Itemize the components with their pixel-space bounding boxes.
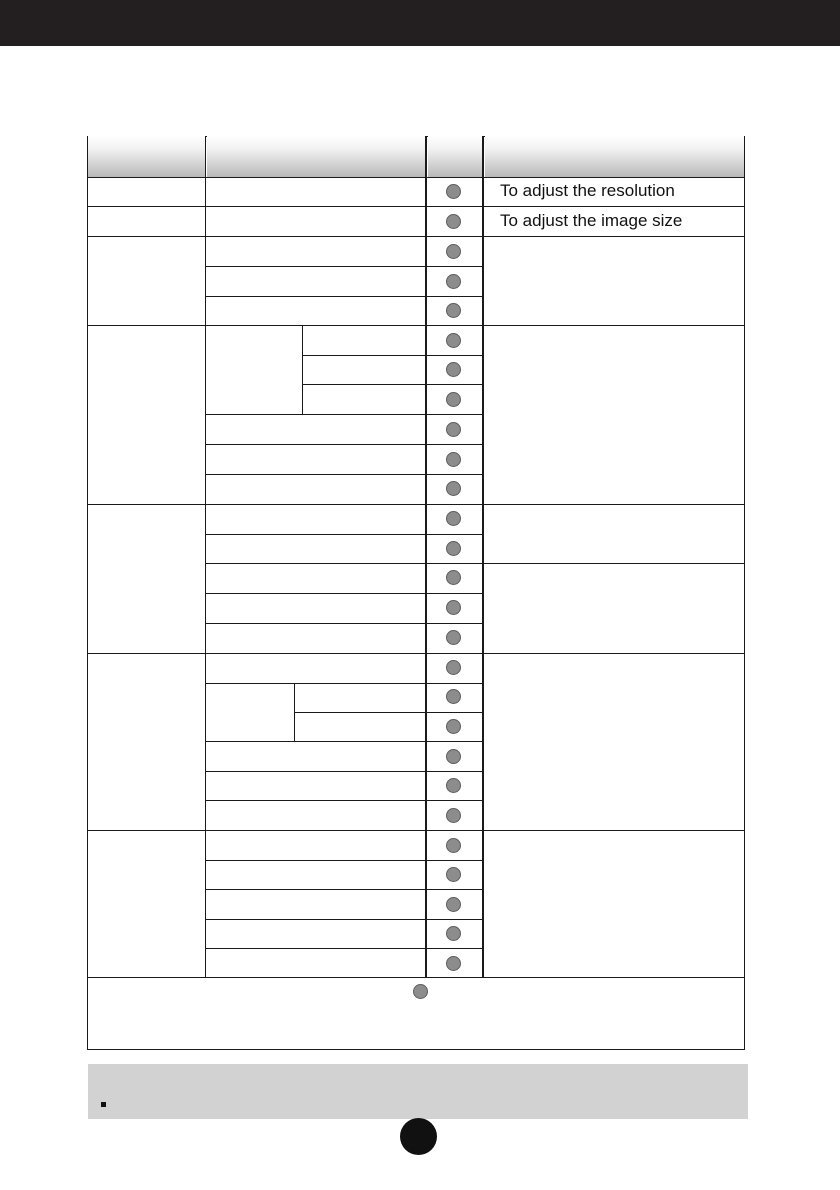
availability-dot: [446, 926, 461, 941]
header-cell-supported-input: [428, 136, 483, 177]
description-resolution: To adjust the resolution: [500, 181, 675, 200]
header-cell-description: [485, 136, 744, 177]
availability-dot: [446, 838, 461, 853]
availability-dot: [446, 570, 461, 585]
availability-dot: [446, 660, 461, 675]
row-divider-full: [88, 206, 745, 207]
header-cell-main-menu: [88, 136, 205, 177]
submenu-row-divider: [205, 623, 483, 624]
footer-divider: [88, 977, 745, 978]
availability-dot: [446, 778, 461, 793]
availability-dot: [446, 541, 461, 556]
availability-dot: [446, 452, 461, 467]
submenu-row-divider: [303, 384, 483, 385]
description-divider: [205, 563, 745, 564]
column-divider-3: [482, 136, 484, 978]
submenu-row-divider: [205, 683, 483, 684]
availability-dot: [446, 749, 461, 764]
nested-submenu-divider: [294, 683, 295, 741]
header-cell-sub-menu: [207, 136, 426, 177]
availability-dot: [446, 422, 461, 437]
submenu-row-divider: [205, 593, 483, 594]
submenu-row-divider: [295, 712, 483, 713]
submenu-row-divider: [205, 889, 483, 890]
submenu-row-divider: [205, 771, 483, 772]
availability-dot: [446, 867, 461, 882]
submenu-row-divider: [205, 534, 483, 535]
column-divider-2: [425, 136, 427, 978]
submenu-row-divider: [205, 948, 483, 949]
availability-dot: [446, 362, 461, 377]
header-divider: [88, 177, 745, 178]
row-divider-full: [88, 236, 745, 237]
availability-dot: [446, 481, 461, 496]
submenu-row-divider: [205, 474, 483, 475]
note-bullet-icon: [101, 1102, 106, 1107]
submenu-row-divider: [205, 414, 483, 415]
column-divider-1: [205, 136, 206, 978]
submenu-row-divider: [205, 266, 483, 267]
availability-dot: [446, 956, 461, 971]
submenu-row-divider: [205, 800, 483, 801]
row-divider-full: [88, 830, 745, 831]
availability-dot: [446, 719, 461, 734]
availability-dot: [446, 392, 461, 407]
availability-dot: [446, 184, 461, 199]
note-box: [88, 1064, 748, 1119]
submenu-row-divider: [205, 741, 483, 742]
page-number-badge: [400, 1118, 437, 1155]
availability-dot: [446, 630, 461, 645]
legend-dot: [413, 984, 428, 999]
top-header-bar: [0, 0, 840, 46]
row-divider-full: [88, 653, 745, 654]
availability-dot: [446, 274, 461, 289]
submenu-row-divider: [205, 444, 483, 445]
availability-dot: [446, 600, 461, 615]
row-divider-full: [88, 325, 745, 326]
availability-dot: [446, 214, 461, 229]
availability-dot: [446, 689, 461, 704]
description-image-size: To adjust the image size: [500, 211, 683, 230]
availability-dot: [446, 303, 461, 318]
row-divider-full: [88, 504, 745, 505]
submenu-row-divider: [205, 860, 483, 861]
submenu-row-divider: [205, 296, 483, 297]
availability-dot: [446, 333, 461, 348]
availability-dot: [446, 511, 461, 526]
submenu-row-divider: [205, 919, 483, 920]
nested-submenu-divider: [302, 325, 303, 414]
submenu-row-divider: [303, 355, 483, 356]
availability-dot: [446, 897, 461, 912]
availability-dot: [446, 244, 461, 259]
availability-dot: [446, 808, 461, 823]
